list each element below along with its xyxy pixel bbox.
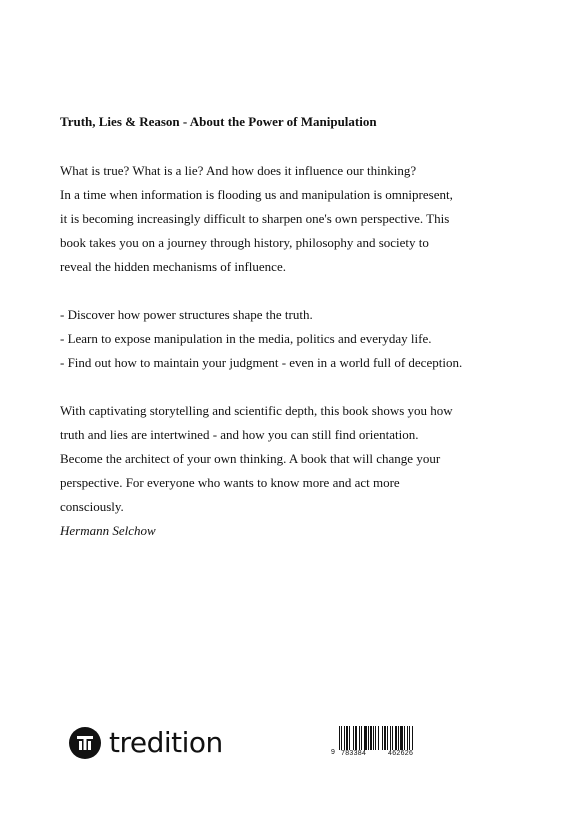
barcode-bar	[392, 726, 393, 750]
text-line: What is true? What is a lie? And how does it influence our thinking?	[60, 163, 417, 178]
barcode-bar	[407, 726, 408, 750]
text-line: reveal the hidden mechanisms of influence.	[60, 259, 286, 274]
barcode-bar	[384, 726, 386, 750]
barcode-bar	[378, 726, 379, 750]
tredition-logo-icon	[69, 727, 101, 759]
text-line: book takes you on a journey through history, philosophy and society to	[60, 235, 429, 250]
barcode-bar	[346, 726, 348, 750]
barcode-digits-left: 783384	[341, 750, 367, 757]
barcode-bar	[359, 726, 360, 750]
text-line: Become the architect of your own thinking. A book that will change your	[60, 451, 441, 466]
barcode-bar	[373, 726, 374, 750]
barcode-bar	[398, 726, 399, 750]
barcode-bar	[390, 726, 391, 750]
back-cover-text	[60, 114, 530, 543]
book-title: Truth, Lies & Reason - About the Power of Manipulation	[60, 114, 377, 129]
barcode-bar	[375, 726, 376, 750]
barcode-bar	[364, 726, 367, 750]
text-line: In a time when information is flooding us and manipulation is omnipresent,	[60, 187, 453, 202]
barcode-bar	[412, 726, 413, 750]
text-line: truth and lies are intertwined - and how you can still find orientation.	[60, 427, 419, 442]
barcode-bar	[344, 726, 345, 750]
barcode-bar	[400, 726, 403, 750]
barcode-bar	[387, 726, 388, 750]
publisher-logo	[69, 726, 223, 759]
barcode-bar	[409, 726, 410, 750]
barcode-bar	[404, 726, 405, 750]
barcode-bar	[382, 726, 383, 750]
barcode-bar	[355, 726, 357, 750]
barcode-lead-digit: 9	[331, 749, 335, 756]
closing-paragraph	[60, 399, 530, 519]
author-name: Hermann Selchow	[60, 523, 156, 538]
barcode-bar	[339, 726, 340, 750]
paragraph-gap	[60, 279, 530, 303]
barcode-bar	[368, 726, 369, 750]
bullet-item: - Discover how power structures shape the truth.	[60, 307, 313, 322]
isbn-barcode	[331, 726, 435, 758]
intro-paragraph	[60, 159, 530, 279]
paragraph-gap	[60, 375, 530, 399]
publisher-name: tredition	[109, 725, 223, 759]
bullet-item: - Learn to expose manipulation in the media, politics and everyday life.	[60, 331, 432, 346]
barcode-digits-right: 462626	[388, 750, 414, 757]
barcode-bar	[341, 726, 342, 750]
bullet-item: - Find out how to maintain your judgment - even in a world full of deception.	[60, 355, 463, 370]
barcode-bar	[395, 726, 397, 750]
barcode-bar	[361, 726, 362, 750]
text-line: perspective. For everyone who wants to know more and act more	[60, 475, 400, 490]
barcode-bar	[370, 726, 372, 750]
barcode-bars	[339, 726, 433, 750]
text-line: With captivating storytelling and scientific depth, this book shows you how	[60, 403, 453, 418]
barcode-bar	[349, 726, 350, 750]
text-line: it is becoming increasingly difficult to sharpen one's own perspective. This	[60, 211, 450, 226]
text-line: consciously.	[60, 499, 124, 514]
barcode-bar	[353, 726, 354, 750]
bullet-list	[60, 303, 530, 375]
